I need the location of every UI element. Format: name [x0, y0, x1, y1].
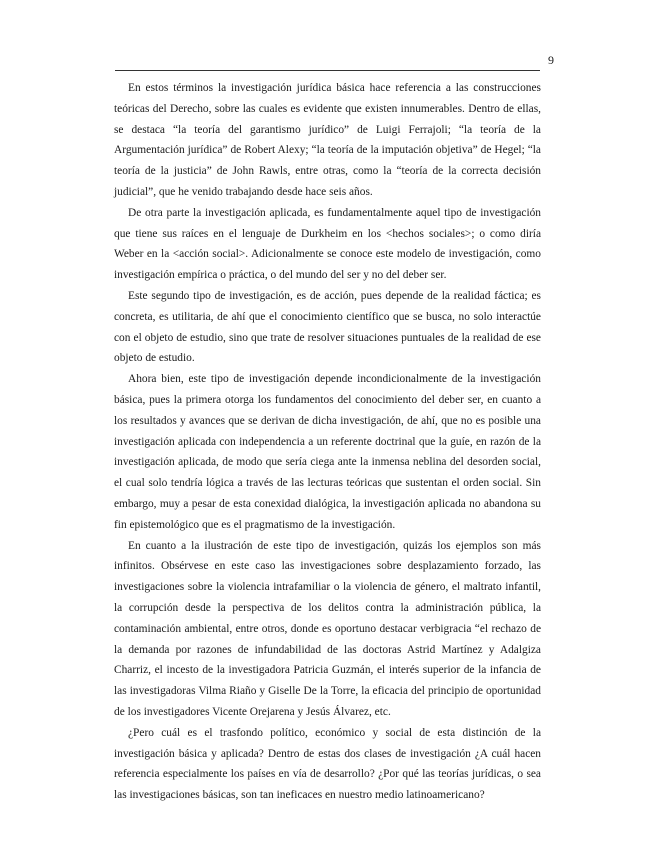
page-number: 9 — [548, 53, 554, 67]
paragraph: De otra parte la investigación aplicada, es fundamentalmente aquel tipo de investigación que tiene sus raíces en el lenguaje de Durkheim en los <hechos sociales>; o como diría Weber en la <acción social>. Adicionalmente se conoce este modelo de investigación, como investigación empírica o práctica, o del mundo del ser y no del deber ser. — [114, 206, 541, 282]
body-text — [114, 78, 541, 806]
paragraph: ¿Pero cuál es el trasfondo político, económico y social de esta distinción de la investigación básica y aplicada? Dentro de estas dos clases de investigación ¿A cuál hacen referencia especialmente los países en vía de desarrollo? ¿Por qué las teorías jurídicas, o sea las investigaciones básicas, son tan ineficaces en nuestro medio latinoamericano? — [114, 726, 541, 802]
paragraph: En estos términos la investigación jurídica básica hace referencia a las construcciones teóricas del Derecho, sobre las cuales es evidente que existen innumerables. Dentro de ellas, se destaca “la teoría del garantismo jurídico” de Luigi Ferrajoli; “la teoría de la Argumentación jurídica” de Robert Alexy; “la teoría de la imputación objetiva” de Hegel; “la teoría de la justicia” de John Rawls, entre otras, como la “teoría de la correcta decisión judicial”, que he venido trabajando desde hace seis años. — [114, 82, 541, 198]
paragraph: Ahora bien, este tipo de investigación depende incondicionalmente de la investigación básica, pues la primera otorga los fundamentos del conocimiento del deber ser, en cuanto a los resultados y avances que se derivan de dicha investigación, de ahí, que no es posible una investigación aplicada con independencia a un referente doctrinal que la guíe, en razón de la investigación aplicada, de modo que sería ciega ante la inmensa neblina del desorden social, el cual solo tendría lógica a través de las lecturas teóricas que sustentan el orden social. Sin embargo, muy a pesar de esta conexidad dialógica, la investigación aplicada no abandona su fin epistemológico que es el pragmatismo de la investigación. — [114, 373, 541, 531]
paragraph: Este segundo tipo de investigación, es de acción, pues depende de la realidad fáctica; es concreta, es utilitaria, de ahí que el conocimiento científico que se busca, no solo interactúe con el objeto de estudio, sino que trate de resolver situaciones puntuales de la realidad de ese objeto de estudio. — [114, 289, 541, 365]
header-rule — [115, 70, 540, 71]
paragraph: En cuanto a la ilustración de este tipo de investigación, quizás los ejemplos son más infinitos. Obsérvese en este caso las investigaciones sobre desplazamiento forzado, las investigaciones sobre la violencia intrafamiliar o la violencia de género, el maltrato infantil, la corrupción desde la perspectiva de los delitos contra la administración pública, la contaminación ambiental, entre otros, donde es oportuno destacar verbigracia “el rechazo de la demanda por razones de infundabilidad de las doctoras Astrid Martínez y Adalgiza Charriz, el incesto de la investigadora Patricia Guzmán, el interés superior de la infancia de las investigadoras Vilma Riaño y Giselle De la Torre, la eficacia del principio de oportunidad de los investigadores Vicente Orejarena y Jesús Álvarez, etc. — [114, 539, 541, 718]
